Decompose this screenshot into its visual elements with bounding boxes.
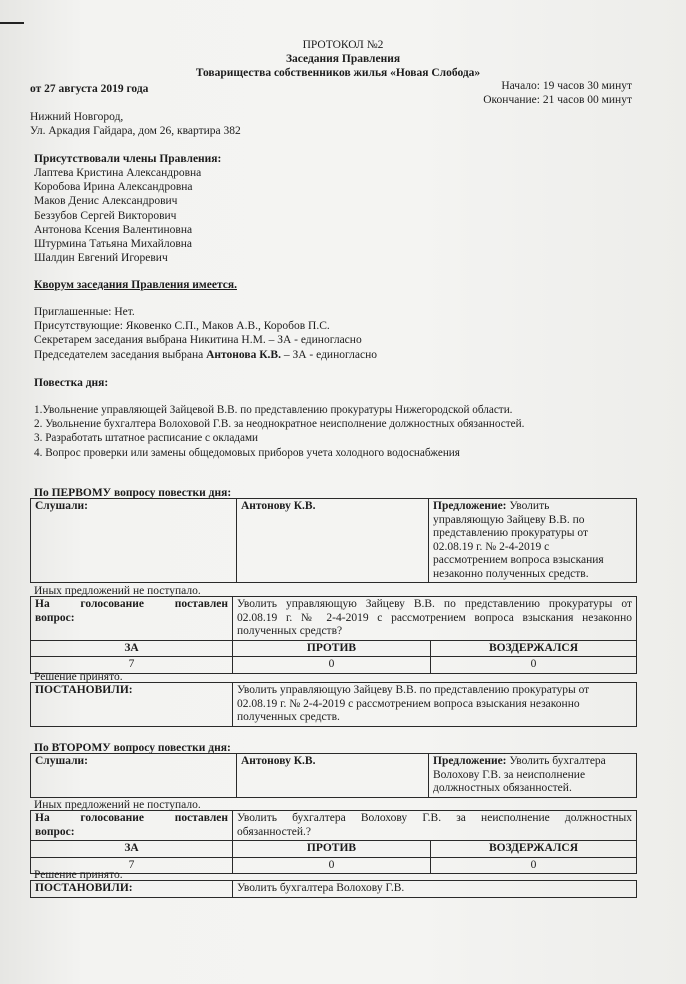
q1-speaker: Антонову К.В. xyxy=(237,499,429,583)
q1-no-other-proposals: Иных предложений не поступало. xyxy=(34,585,201,597)
city: Нижний Новгород, xyxy=(30,111,124,123)
q2-question-line: обязанностей.? xyxy=(237,825,311,838)
vote-question-words xyxy=(35,812,228,826)
protocol-subtitle: Заседания Правления xyxy=(285,53,401,65)
proposal-label: Предложение: xyxy=(433,500,507,512)
against-header: ПРОТИВ xyxy=(233,640,431,657)
q1-question-line: Уволить управляющую Зайцеву В.В. по представлению прокуратуры от xyxy=(237,598,632,610)
vote-word: поставлен xyxy=(174,812,228,824)
q2-votes-against: 0 xyxy=(233,857,431,874)
board-member: Беззубов Сергей Викторович xyxy=(34,209,177,222)
q1-question-line: 02.08.19 г. № 2-4-2019 с рассмотрением вопроса взыскания незаконно xyxy=(237,611,632,624)
q1-proposal-line: незаконно полученных средств. xyxy=(433,567,589,580)
vote-question-label xyxy=(31,597,233,641)
q2-votes-abstain: 0 xyxy=(431,857,637,874)
q1-votes-for: 7 xyxy=(31,657,233,674)
q1-proposal-line: управляющую Зайцеву В.В. по xyxy=(433,513,585,526)
vote-question-words xyxy=(35,598,228,612)
board-member: Коробова Ирина Александровна xyxy=(34,181,193,194)
q1-votes-against: 0 xyxy=(233,657,431,674)
abstain-header: ВОЗДЕРЖАЛСЯ xyxy=(431,841,637,858)
protocol-date: от 27 августа 2019 года xyxy=(30,83,149,95)
secretary-line: Секретарем заседания выбрана Никитина Н.М. – ЗА - единогласно xyxy=(34,334,362,347)
q1-resolution-table xyxy=(30,682,637,727)
vote-word: поставлен xyxy=(174,598,228,610)
meeting-start: Начало: 19 часов 30 минут xyxy=(501,80,632,92)
chair-prefix: Председателем заседания выбрана xyxy=(34,348,204,361)
chair-line xyxy=(34,348,377,362)
address: Ул. Аркадия Гайдара, дом 26, квартира 382 xyxy=(30,125,241,137)
q1-resolution-line: 02.08.19 г. № 2-4-2019 с рассмотрением вопроса взыскания незаконно xyxy=(237,697,580,710)
q1-proposal-line: 02.08.19 г. № 2-4-2019 с xyxy=(433,540,550,553)
vote-question-tail: вопрос: xyxy=(35,825,75,838)
board-member: Штурмина Татьяна Михайловна xyxy=(34,238,193,251)
agenda-item: 3. Разработать штатное расписание с окладами xyxy=(34,432,259,445)
q1-question-line: полученных средств? xyxy=(237,625,343,637)
q2-proposal-line: должностных обязанностей. xyxy=(433,782,572,794)
quorum-statement: Кворум заседания Правления имеется. xyxy=(34,279,237,291)
agenda-item: 4. Вопрос проверки или замены общедомовых приборов учета холодного водоснабжения xyxy=(34,446,460,459)
q1-decision: Решение принято. xyxy=(34,671,123,683)
agenda-list xyxy=(34,403,524,460)
q2-question-line: Уволить бухгалтера Волохову Г.В. за неисполнение должностных xyxy=(237,812,632,824)
for-header: ЗА xyxy=(31,640,233,657)
agenda-item: 1.Увольнение управляющей Зайцевой В.В. по представлению прокуратуры Нижегородской области. xyxy=(34,404,513,416)
q1-proposal xyxy=(429,499,637,583)
board-members-list xyxy=(34,166,201,265)
meeting-end: Окончание: 21 часов 00 минут xyxy=(483,94,632,106)
q2-heading: По ВТОРОМУ вопросу повестки дня: xyxy=(34,742,231,754)
q2-no-other-proposals: Иных предложений не поступало. xyxy=(34,799,201,811)
q1-hearing-table xyxy=(30,498,637,583)
q1-heading: По ПЕРВОМУ вопросу повестки дня: xyxy=(34,487,232,499)
corner-mark xyxy=(0,22,24,24)
q2-votes-for: 7 xyxy=(31,857,233,874)
q1-proposal-line: представлению прокуратуры от xyxy=(433,527,588,539)
q1-resolution-line: Уволить управляющую Зайцеву В.В. по представлению прокуратуры от xyxy=(237,684,590,696)
vote-word: голосование xyxy=(80,598,145,610)
association-name: Товарищества собственников жилья «Новая Слобода» xyxy=(195,67,481,79)
abstain-header: ВОЗДЕРЖАЛСЯ xyxy=(431,640,637,657)
q1-votes-abstain: 0 xyxy=(431,657,637,674)
protocol-title: ПРОТОКОЛ №2 xyxy=(302,39,384,51)
q2-proposal-line: Волохову Г.В. за неисполнение xyxy=(433,768,586,781)
vote-word: На xyxy=(35,598,50,610)
agenda-item: 2. Увольнение бухгалтера Волоховой Г.В. за неоднократное неисполнение должностных обязанностей. xyxy=(34,418,525,431)
board-heading: Присутствовали члены Правления: xyxy=(34,153,222,165)
q2-question xyxy=(233,811,637,841)
q1-vote-table xyxy=(30,596,637,674)
q1-question xyxy=(233,597,637,641)
invited-line: Приглашенные: Нет. xyxy=(34,306,135,318)
q2-proposal-line: Уволить бухгалтера xyxy=(509,755,606,767)
board-member: Маков Денис Александрович xyxy=(34,195,178,208)
heard-label: Слушали: xyxy=(31,499,237,583)
vote-word: голосование xyxy=(80,812,145,824)
board-member: Антонова Ксения Валентиновна xyxy=(34,223,193,236)
chair-suffix: – ЗА - единогласно xyxy=(283,348,377,361)
q2-resolution: Уволить бухгалтера Волохову Г.В. xyxy=(233,881,637,898)
against-header: ПРОТИВ xyxy=(233,841,431,858)
vote-question-tail: вопрос: xyxy=(35,611,75,624)
q1-proposal-line: Уволить xyxy=(509,500,550,512)
present-line: Присутствующие: Яковенко С.П., Маков А.В., Коробов П.С. xyxy=(34,320,330,333)
q1-proposal-line: рассмотрением вопроса взыскания xyxy=(433,554,604,566)
attendance-block xyxy=(34,305,377,362)
q2-vote-table xyxy=(30,810,637,874)
for-header: ЗА xyxy=(31,841,233,858)
chair-name: Антонова К.В. xyxy=(206,348,281,361)
proposal-label: Предложение: xyxy=(433,755,507,767)
heard-label: Слушали: xyxy=(31,754,237,798)
q2-proposal xyxy=(429,754,637,798)
resolved-label: ПОСТАНОВИЛИ: xyxy=(31,881,233,898)
resolved-label: ПОСТАНОВИЛИ: xyxy=(31,683,233,727)
vote-word: На xyxy=(35,812,50,824)
q1-resolution-line: полученных средств. xyxy=(237,711,340,723)
board-member: Шалдин Евгений Игоревич xyxy=(34,252,168,265)
q2-hearing-table xyxy=(30,753,637,798)
vote-question-label xyxy=(31,811,233,841)
board-member: Лаптева Кристина Александровна xyxy=(34,167,202,179)
q2-decision: Решение принято. xyxy=(34,869,123,881)
q2-resolution-table xyxy=(30,880,637,898)
agenda-heading: Повестка дня: xyxy=(34,377,109,389)
q1-resolution xyxy=(233,683,637,727)
q2-speaker: Антонову К.В. xyxy=(237,754,429,798)
